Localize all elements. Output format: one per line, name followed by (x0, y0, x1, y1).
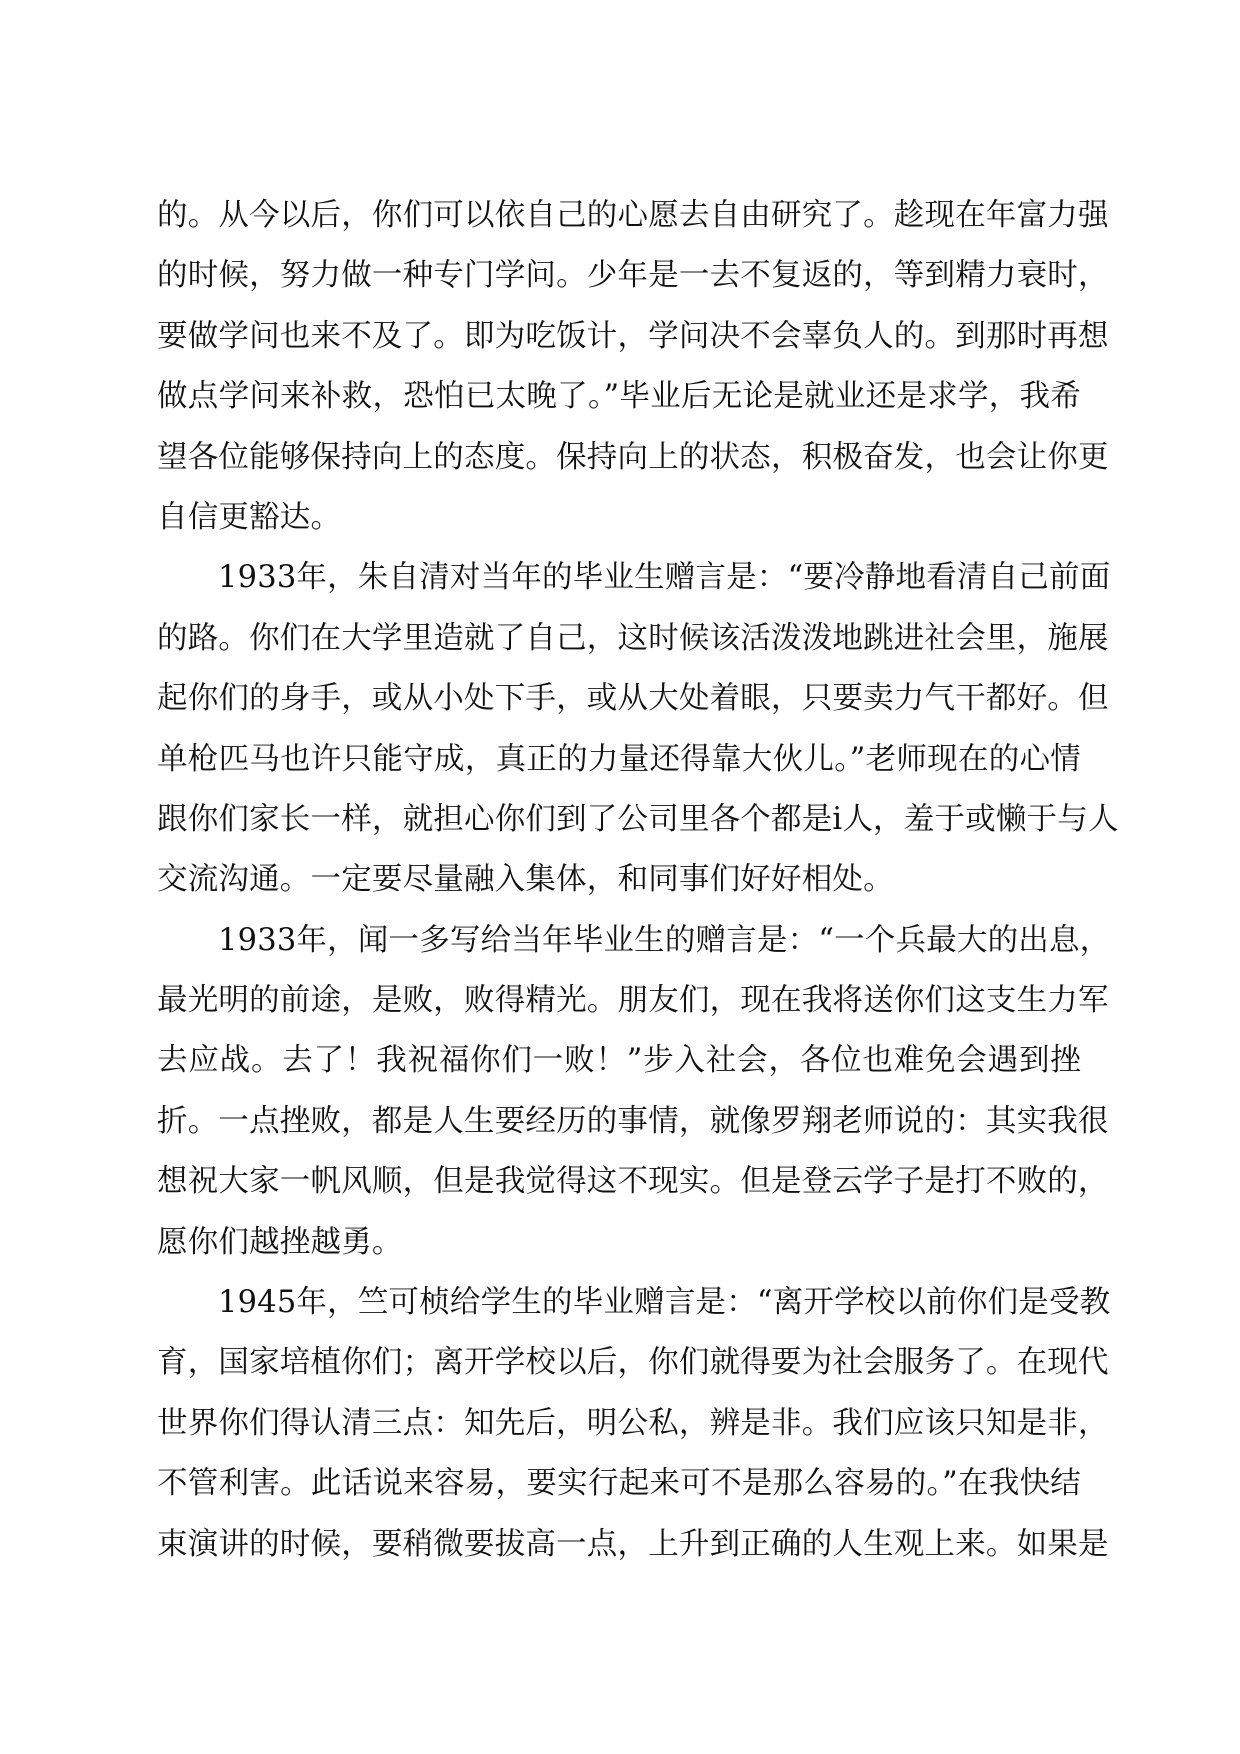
text-line: 的路。你们在大学里造就了自己，这时候该活泼泼地跳进社会里，施展 (157, 620, 1109, 656)
text-line: 的时候，努力做一种专门学问。少年是一去不复返的，等到精力衰时， (157, 258, 1109, 294)
text-line: 要做学问也来不及了。即为吃饭计，学问决不会辜负人的。到那时再想 (157, 318, 1109, 354)
paragraph-3 (157, 911, 1111, 1273)
document-body (157, 186, 1119, 1575)
text-line: 自信更豁达。 (157, 499, 342, 535)
text-line: 起你们的身手，或从小处下手，或从大处着眼，只要卖力气干都好。但 (157, 681, 1109, 717)
text-line: 世界你们得认清三点：知先后，明公私，辨是非。我们应该只知是非， (157, 1405, 1109, 1441)
text-line: 交流沟通。一定要尽量融入集体，和同事们好好相处。 (157, 862, 894, 898)
text-line: 不管利害。此话说来容易，要实行起来可不是那么容易的。”在我快结 (157, 1466, 1081, 1502)
paragraph-2 (157, 548, 1119, 910)
text-line: 折。一点挫败，都是人生要经历的事情，就像罗翔老师说的：其实我很 (157, 1103, 1109, 1139)
text-line: 最光明的前途，是败，败得精光。朋友们，现在我将送你们这支生力军 (157, 983, 1109, 1019)
text-line: 想祝大家一帆风顺，但是我觉得这不现实。但是登云学子是打不败的， (157, 1164, 1109, 1200)
text-line: 望各位能够保持向上的态度。保持向上的状态，积极奋发，也会让你更 (157, 439, 1109, 475)
text-line: 做点学问来补救，恐怕已太晚了。”毕业后无论是就业还是求学，我希 (157, 379, 1081, 415)
text-line: 愿你们越挫越勇。 (157, 1224, 403, 1260)
text-line: 1933年，朱自清对当年的毕业生赠言是：“要冷静地看清自己前面 (218, 560, 1111, 596)
text-line: 1945年，竺可桢给学生的毕业赠言是：“离开学校以前你们是受教 (218, 1285, 1111, 1321)
text-line: 单枪匹马也许只能守成，真正的力量还得靠大伙儿。”老师现在的心情 (157, 741, 1081, 777)
text-line: 育，国家培植你们；离开学校以后，你们就得要为社会服务了。在现代 (157, 1345, 1109, 1381)
text-line: 去应战。去了！我祝福你们一败！”步入社会，各位也难免会遇到挫 (157, 1043, 1081, 1079)
paragraph-4 (157, 1273, 1111, 1575)
text-line: 束演讲的时候，要稍微要拔高一点，上升到正确的人生观上来。如果是 (157, 1526, 1109, 1562)
text-line: 跟你们家长一样，就担心你们到了公司里各个都是i人，羞于或懒于与人 (157, 801, 1119, 837)
paragraph-1 (157, 186, 1109, 548)
text-line: 的。从今以后，你们可以依自己的心愿去自由研究了。趁现在年富力强 (157, 198, 1109, 233)
text-line: 1933年，闻一多写给当年毕业生的赠言是：“一个兵最大的出息， (218, 922, 1111, 958)
